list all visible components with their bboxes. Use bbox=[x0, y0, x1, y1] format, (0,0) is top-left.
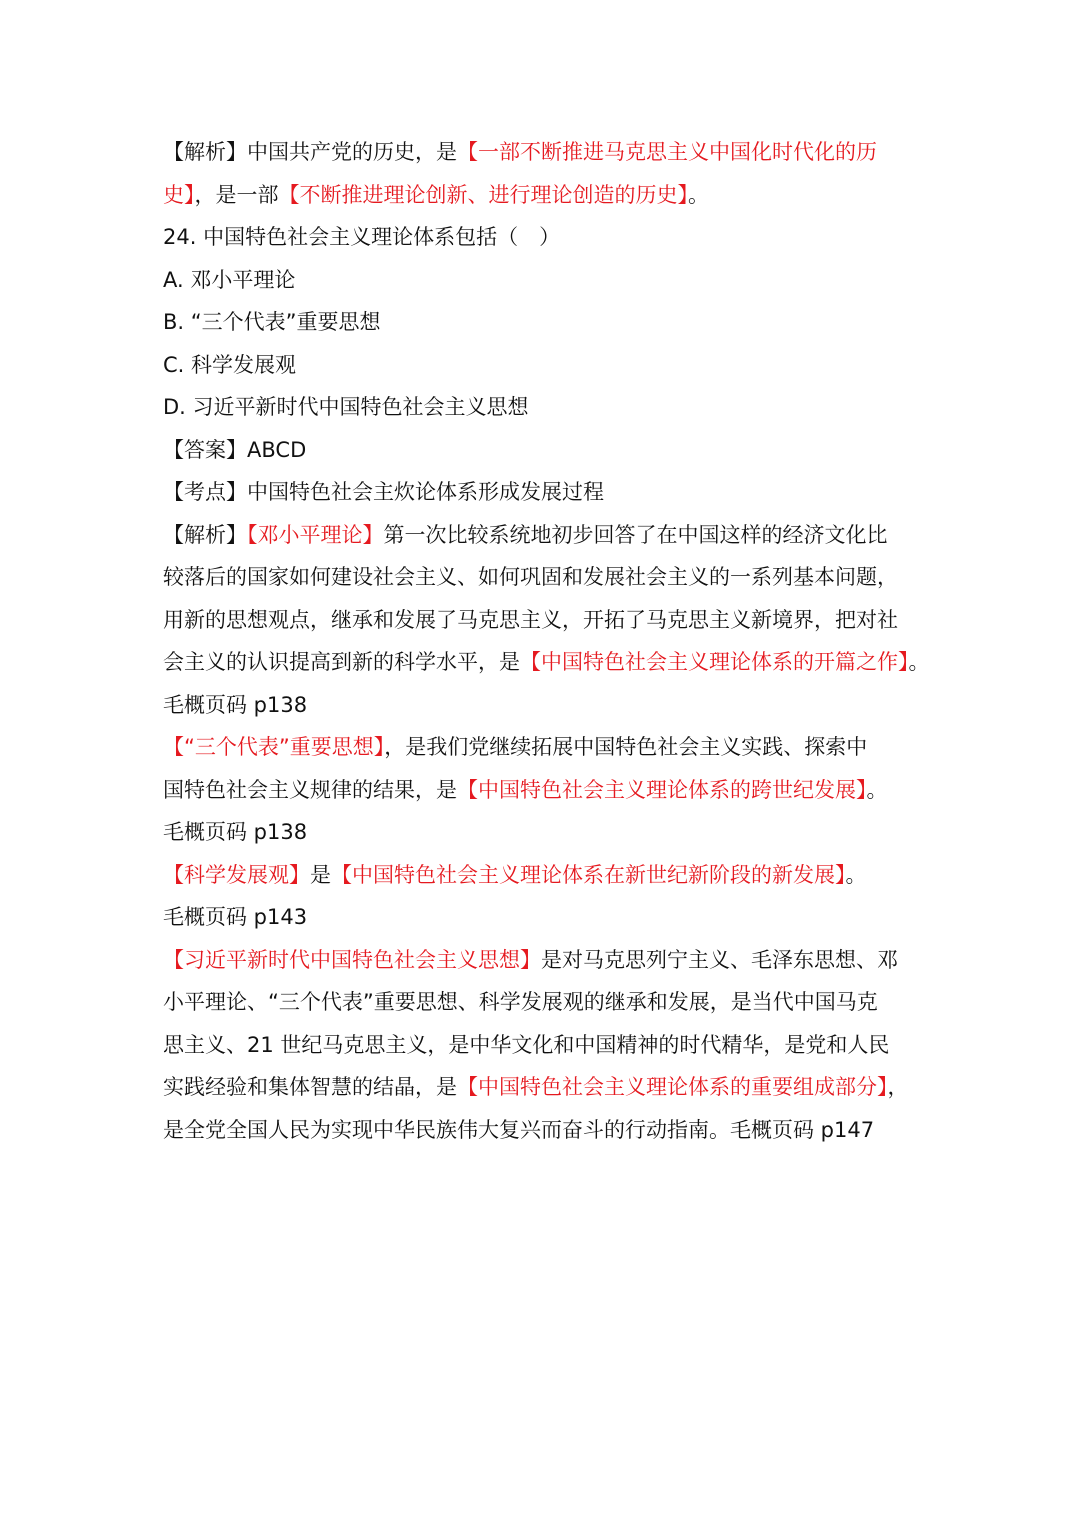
answer-line bbox=[163, 429, 923, 472]
analysis-label: 【解析】 bbox=[163, 140, 247, 164]
analysis-text: ，是一部 bbox=[194, 182, 279, 207]
analysis-p2-line-2 bbox=[163, 769, 923, 812]
analysis-text: 中国共产党的历史，是 bbox=[247, 140, 457, 164]
highlight-text: 【“三个代表”重要思想】 bbox=[163, 735, 385, 759]
analysis-p4-line-3: 思主义、21 世纪马克思主义，是中华文化和中国精神的时代精华，是党和人民 bbox=[163, 1032, 890, 1057]
page-reference: 毛概页码 p143 bbox=[163, 905, 308, 929]
analysis-text: ，是我们党继续拓展中国特色社会主义实践、探索中 bbox=[384, 735, 868, 759]
highlight-text: 【中国特色社会主义理论体系的跨世纪发展】 bbox=[457, 777, 867, 802]
analysis-text: 第一次比较系统地初步回答了在中国这样的经济文化比 bbox=[383, 522, 888, 547]
analysis-line-1 bbox=[163, 131, 923, 174]
highlight-text: 【中国特色社会主义理论体系在新世纪新阶段的新发展】 bbox=[331, 862, 846, 887]
highlight-text: 【中国特色社会主义理论体系的开篇之作】 bbox=[520, 650, 909, 674]
option-a: A. 邓小平理论 bbox=[163, 267, 296, 292]
page-reference: 毛概页码 p138 bbox=[163, 820, 308, 844]
highlight-text: 【一部不断推进马克思主义中国化时代化的历 bbox=[457, 140, 877, 164]
highlight-text: 【中国特色社会主义理论体系的重要组成部分】 bbox=[457, 1075, 888, 1099]
analysis-p4-line-1 bbox=[163, 939, 923, 982]
page-reference: 毛概页码 p138 bbox=[163, 692, 308, 717]
analysis-p1-line-2: 较落后的国家如何建设社会主义、如何巩固和发展社会主义的一系列基本问题， bbox=[163, 565, 898, 589]
analysis-text: 。 bbox=[908, 650, 930, 674]
highlight-text: 【邓小平理论】 bbox=[247, 522, 384, 547]
option-b: B. “三个代表”重要思想 bbox=[163, 310, 381, 334]
analysis-text: 会主义的认识提高到新的科学水平，是 bbox=[163, 650, 520, 674]
analysis-p3-line-1 bbox=[163, 854, 923, 897]
answer-label: 【答案】 bbox=[163, 437, 247, 462]
analysis-p4-line-2: 小平理论、“三个代表”重要思想、科学发展观的继承和发展，是当代中国马克 bbox=[163, 990, 878, 1014]
analysis-text: 是 bbox=[310, 862, 331, 887]
analysis-p4-line-4 bbox=[163, 1066, 923, 1109]
analysis-text: 。 bbox=[688, 182, 709, 207]
analysis-p1-line-1 bbox=[163, 514, 923, 557]
analysis-text: 国特色社会主义规律的结果，是 bbox=[163, 777, 457, 802]
highlight-text: 史】 bbox=[163, 182, 195, 207]
answer-value: ABCD bbox=[247, 437, 307, 462]
analysis-text: 。 bbox=[866, 777, 888, 802]
highlight-text: 【科学发展观】 bbox=[163, 862, 310, 887]
exam-point-line bbox=[163, 471, 923, 514]
analysis-text: 实践经验和集体智慧的结晶，是 bbox=[163, 1075, 457, 1099]
analysis-text: 。 bbox=[845, 862, 867, 887]
analysis-line-2 bbox=[163, 174, 923, 217]
exam-point-label: 【考点】 bbox=[163, 480, 247, 504]
highlight-text: 【不断推进理论创新、进行理论创造的历史】 bbox=[278, 182, 688, 207]
analysis-p1-line-4 bbox=[163, 641, 930, 684]
option-d: D. 习近平新时代中国特色社会主义思想 bbox=[163, 395, 529, 419]
analysis-label: 【解析】 bbox=[163, 522, 247, 547]
analysis-p4-line-5: 是全党全国人民为实现中华民族伟大复兴而奋斗的行动指南。毛概页码 p147 bbox=[163, 1117, 875, 1142]
analysis-p2-line-1 bbox=[163, 726, 923, 769]
highlight-text: 【习近平新时代中国特色社会主义思想】 bbox=[163, 947, 541, 972]
analysis-text: ， bbox=[887, 1075, 909, 1099]
analysis-p1-line-3: 用新的思想观点，继承和发展了马克思主义，开拓了马克思主义新境界，把对社 bbox=[163, 607, 898, 632]
option-c: C. 科学发展观 bbox=[163, 352, 297, 377]
exam-point-text: 中国特色社会主炊论体系形成发展过程 bbox=[247, 480, 604, 504]
document-page bbox=[163, 131, 930, 1151]
question-stem: 24. 中国特色社会主义理论体系包括（ ） bbox=[163, 225, 561, 249]
analysis-text: 是对马克思列宁主义、毛泽东思想、邓 bbox=[541, 947, 898, 972]
